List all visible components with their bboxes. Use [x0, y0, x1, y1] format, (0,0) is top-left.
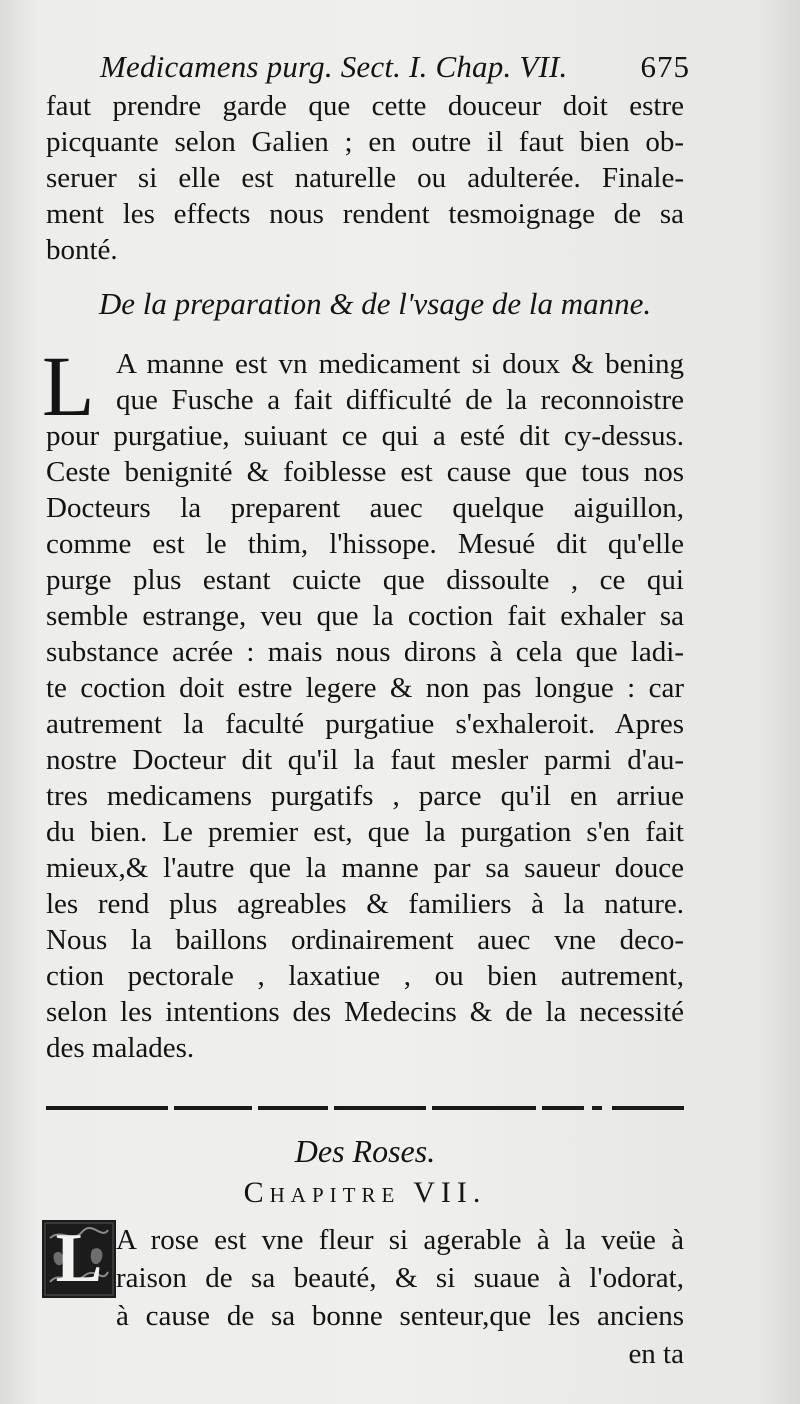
text-line: semble estrange, veu que la coction fait exhaler sa: [46, 600, 684, 632]
chapter-number: Chapitre VII.: [243, 1176, 487, 1209]
page-header: [100, 44, 690, 90]
text-line: à cause de sa bonne senteur,que les anciens: [116, 1300, 684, 1332]
page-number: 675: [640, 49, 690, 84]
text-line: ment les effects nous rendent tesmoignage de sa: [46, 198, 684, 230]
chapter-heading: Des Roses.: [294, 1133, 436, 1169]
text-line: substance acrée : mais nous dirons à cela que ladi-: [46, 636, 684, 668]
text-line: raison de sa beauté, & si suaue à l'odorat,: [116, 1262, 684, 1294]
catchword: en ta: [628, 1338, 684, 1370]
text-line: nostre Docteur dit qu'il la faut mesler parmi d'au-: [46, 744, 684, 776]
text-line: mieux,& l'autre que la manne par sa saueur douce: [46, 852, 684, 884]
text-line: selon les intentions des Medecins & de la necessité: [46, 996, 684, 1028]
text-line: faut prendre garde que cette douceur doit estre: [46, 90, 684, 122]
text-line: pour purgatiue, suiuant ce qui a esté dit cy-dessus.: [46, 420, 684, 452]
text-line: autrement la faculté purgatiue s'exhaleroit. Apres: [46, 708, 684, 740]
text-line: picquante selon Galien ; en outre il faut bien ob-: [46, 126, 684, 158]
text-line: Nous la baillons ordinairement auec vne deco-: [46, 924, 684, 956]
text-line: que Fusche a fait difficulté de la reconnoistre: [116, 384, 684, 416]
text-line: comme est le thim, l'hissope. Mesué dit qu'elle: [46, 528, 684, 560]
text-line: Ceste benignité & foiblesse est cause que tous nos: [46, 456, 684, 488]
text-line: A manne est vn medicament si doux & bening: [116, 348, 684, 380]
text-line: bonté.: [46, 234, 118, 266]
text-line: des malades.: [46, 1032, 195, 1064]
text-line: A rose est vne fleur si agerable à la veüe à: [116, 1224, 684, 1256]
ornamental-rule: [46, 1100, 684, 1116]
drop-cap-letter: L: [55, 1220, 103, 1297]
text-line: les rend plus agreables & familiers à la nature.: [46, 888, 684, 920]
text-line: Docteurs la preparent auec quelque aiguillon,: [46, 492, 684, 524]
text-line: seruer si elle est naturelle ou adulterée. Finale-: [46, 162, 684, 194]
text-line: tres medicamens purgatifs , parce qu'il en arriue: [46, 780, 684, 812]
running-title: Medicamens purg. Sect. I. Chap. VII.: [100, 49, 568, 84]
text-line: te coction doit estre legere & non pas longue : car: [46, 672, 684, 704]
section-subheading: De la preparation & de l'vsage de la manne.: [98, 286, 652, 321]
text-line: purge plus estant cuicte que dissoulte , ce qui: [46, 564, 684, 596]
text-line: ction pectorale , laxatiue , ou bien autrement,: [46, 960, 684, 992]
ornamental-drop-cap: [42, 1220, 116, 1298]
drop-cap-letter: L: [42, 338, 95, 434]
text-line: du bien. Le premier est, que la purgation s'en fait: [46, 816, 684, 848]
